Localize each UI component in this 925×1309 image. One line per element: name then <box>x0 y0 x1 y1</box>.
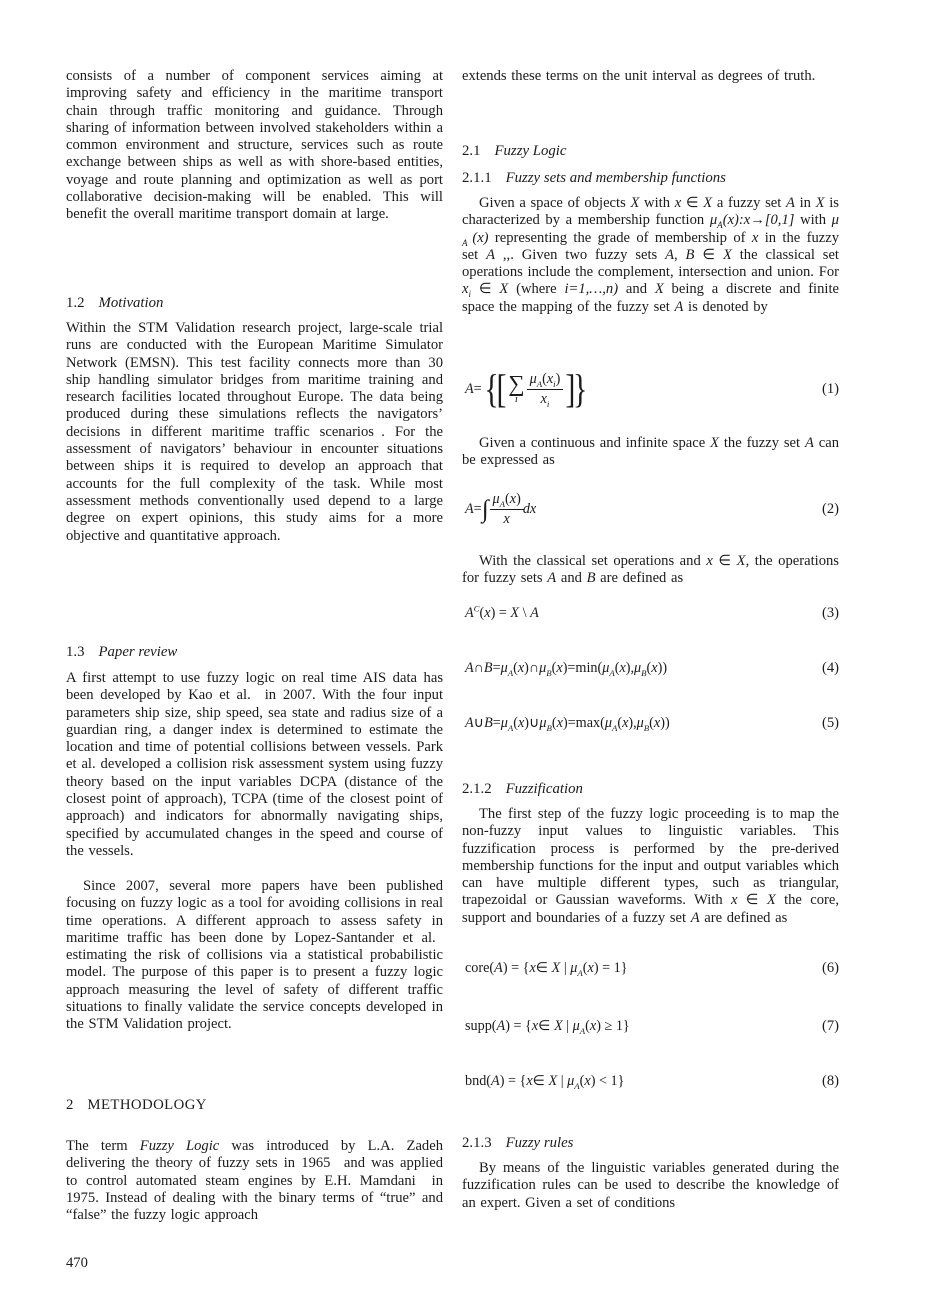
close-delimiter: ]} <box>565 366 586 411</box>
fuzzy-logic-heading <box>462 142 839 160</box>
fuzzy-sets-heading <box>462 169 839 187</box>
section-title: Fuzzy rules <box>505 1135 574 1151</box>
motivation-paragraph: Within the STM Validation research project, large-scale trial runs are conducted with the European Maritime Simulator Network (EMSN). This test facility connects more than 30 ship handling simulator bridges from maritime training and research facilities located throughout Europe. The data being produced during these simulations reflects the navigators’ decisions in different maritime traffic scenarios . For the assessment of navigators’ behaviour in encounter situations between ships it is required to develop an approach that accounts for the full complexity of the task. While most assessment methods conventionally used depend to a large degree on expert opinions, this study aims for a more objective and quantitative approach. <box>66 320 443 544</box>
equation-3-body: $A^C(x) = X$ \ A <box>465 603 539 621</box>
section-number: 2.1.1 <box>462 170 492 186</box>
page-number: 470 <box>66 1255 88 1271</box>
section-title: Motivation <box>98 295 164 311</box>
equation-1 <box>462 360 839 418</box>
classical-operations-paragraph: With the classical set operations and x ∈ X, the operations for fuzzy sets A and B are defined as <box>462 553 839 587</box>
section-number: 1.3 <box>66 644 85 660</box>
equation-2-body <box>465 491 536 528</box>
sum-operator <box>508 373 524 405</box>
section-number: 2.1 <box>462 143 481 159</box>
left-column <box>66 0 443 1309</box>
equation-5 <box>462 715 839 732</box>
paper-review-paragraph-2: Since 2007, several more papers have been published focusing on fuzzy logic as a tool for avoiding collisions in real time operations. A different approach to assess safety in maritime traffic has been done by Lopez-Santander et al. estimating the risk of collisions via a statistical probabilistic model. The purpose of this paper is to present a fuzzy logic approach measuring the level of safety of different traffic situations to finally validate the service concepts developed in the STM Validation project. <box>66 878 443 1033</box>
equation-number: (8) <box>821 1073 839 1089</box>
fraction <box>490 491 524 528</box>
right-column <box>462 0 839 1309</box>
equation-4 <box>462 660 839 677</box>
continuation-paragraph: extends these terms on the unit interval as degrees of truth. <box>462 68 816 84</box>
continuous-space-paragraph: Given a continuous and infinite space X the fuzzy set A can be expressed as <box>462 435 840 469</box>
equation-8-body: bnd(A) = {x∈ X | $\mu_A(x) < 1$} <box>465 1073 625 1091</box>
sum-index: i <box>514 393 518 405</box>
motivation-heading <box>66 294 443 312</box>
equation-number: (4) <box>821 660 839 676</box>
paper-review-heading <box>66 643 443 661</box>
equation-5-body: $A\cup B=\mu_A(x)\cup\mu_B(x)=\max(\mu_A(x),\mu_B(x))$ <box>465 715 670 733</box>
section-title: METHODOLOGY <box>87 1097 207 1113</box>
fraction-denominator: x <box>503 510 510 527</box>
section-title: Fuzzy Logic <box>494 143 567 159</box>
equation-8 <box>462 1073 839 1090</box>
paper-review-paragraph-1: A first attempt to use fuzzy logic on real time AIS data has been developed by Kao et al. in 2007. With the four input parameters ship size, ship speed, sea state and radius size of a guardian ring, a danger index is determined to estimate the location and time of potential collisions between vessels. Park et al. developed a collision risk assessment system using fuzzy theory based on the input variables DCPA (distance of the closest point of approach), TCPA (time of the closest point of approach) and indicators for abnormally navigating ships, specified by accumulated changes in the speed and course of the vessels. <box>66 670 443 859</box>
equation-number: (7) <box>821 1018 839 1034</box>
fuzzification-paragraph: The first step of the fuzzy logic proceeding is to map the non-fuzzy input values to linguistic variables. This fuzzification process is performed by the pre-derived membership functions for the input and output variables which can have multiple different types, such as triangular, trapezoidal or Gaussian waveforms. With x ∈ X the core, support and boundaries of a fuzzy set A are defined as <box>462 806 840 926</box>
equation-number: (2) <box>821 500 839 517</box>
section-title: Fuzzification <box>505 781 583 797</box>
equation-2 <box>462 486 839 532</box>
equation-1-body <box>465 366 588 411</box>
section-number: 2.1.3 <box>462 1135 492 1151</box>
fuzzy-rules-heading <box>462 1134 839 1152</box>
fuzzy-sets-paragraph: Given a space of objects X with x ∈ X a fuzzy set A in X is characterized by a membership function $\mu_A(x):x\to[0,1]$ with μ $_A$ (x) representing the grade of membership of x in the fuzzy set A ,,. Given two fuzzy sets A, B ∈ X the classical set operations include the complement, intersection and union. For $x_i$ ∈ X (where i=1,…,n) and X being a discrete and finite space the mapping of the fuzzy set A is denoted by <box>462 195 839 315</box>
fuzzy-rules-paragraph: By means of the linguistic variables generated during the fuzzification rules can be used to describe the knowledge of an expert. Given a set of conditions <box>462 1160 839 1211</box>
equation-number: (6) <box>821 960 839 976</box>
fraction <box>527 371 564 408</box>
equation-6 <box>462 960 839 977</box>
differential: dx <box>522 500 537 517</box>
equation-7 <box>462 1018 839 1035</box>
intro-continuation-paragraph: consists of a number of component services aiming at improving safety and efficiency in the maritime transport chain through traffic monitoring and guidance. Through sharing of information between involved stakeholders within a common environment and structure, services such as route exchange between ships as well as with shore-based entities, voyage and route planning and optimization as well as port collaborative decision-making will be enabled. This will benefit the overall maritime transport domain at large. <box>66 68 443 223</box>
section-number: 2 <box>66 1097 74 1113</box>
equation-number: (5) <box>821 715 839 731</box>
section-title: Fuzzy sets and membership functions <box>505 170 726 186</box>
methodology-heading <box>66 1096 443 1114</box>
section-number: 2.1.2 <box>462 781 492 797</box>
equation-lhs: A= <box>465 500 482 517</box>
sum-symbol: ∑ <box>508 371 525 396</box>
section-title: Paper review <box>98 644 178 660</box>
fraction-numerator: $\mu_A(x)$ <box>490 491 524 510</box>
equation-lhs: A= <box>465 380 482 397</box>
equation-number: (1) <box>821 380 839 397</box>
fraction-numerator: $\mu_A(x_i)$ <box>527 371 564 390</box>
fraction-denominator: $x_i$ <box>540 390 550 409</box>
equation-7-body: supp(A) = {x∈ X | $\mu_A(x) \ge 1$} <box>465 1018 630 1036</box>
equation-4-body: $A\cap B=\mu_A(x)\cap\mu_B(x)=\min(\mu_A(x),\mu_B(x))$ <box>465 660 668 678</box>
equation-3 <box>462 605 839 622</box>
open-delimiter: {[ <box>484 366 504 411</box>
equation-6-body: core(A) = {x∈ X | $\mu_A(x) = 1$} <box>465 960 628 978</box>
integral-symbol: ∫ <box>481 495 489 523</box>
methodology-paragraph: The term Fuzzy Logic was introduced by L.A. Zadeh delivering the theory of fuzzy sets in 1965 and was applied to control automated steam engines by E.H. Mamdani in 1975. Instead of dealing with the binary terms of “true” and “false” the fuzzy logic approach <box>66 1138 444 1224</box>
fuzzification-heading <box>462 780 839 798</box>
section-number: 1.2 <box>66 295 85 311</box>
equation-number: (3) <box>821 605 839 621</box>
